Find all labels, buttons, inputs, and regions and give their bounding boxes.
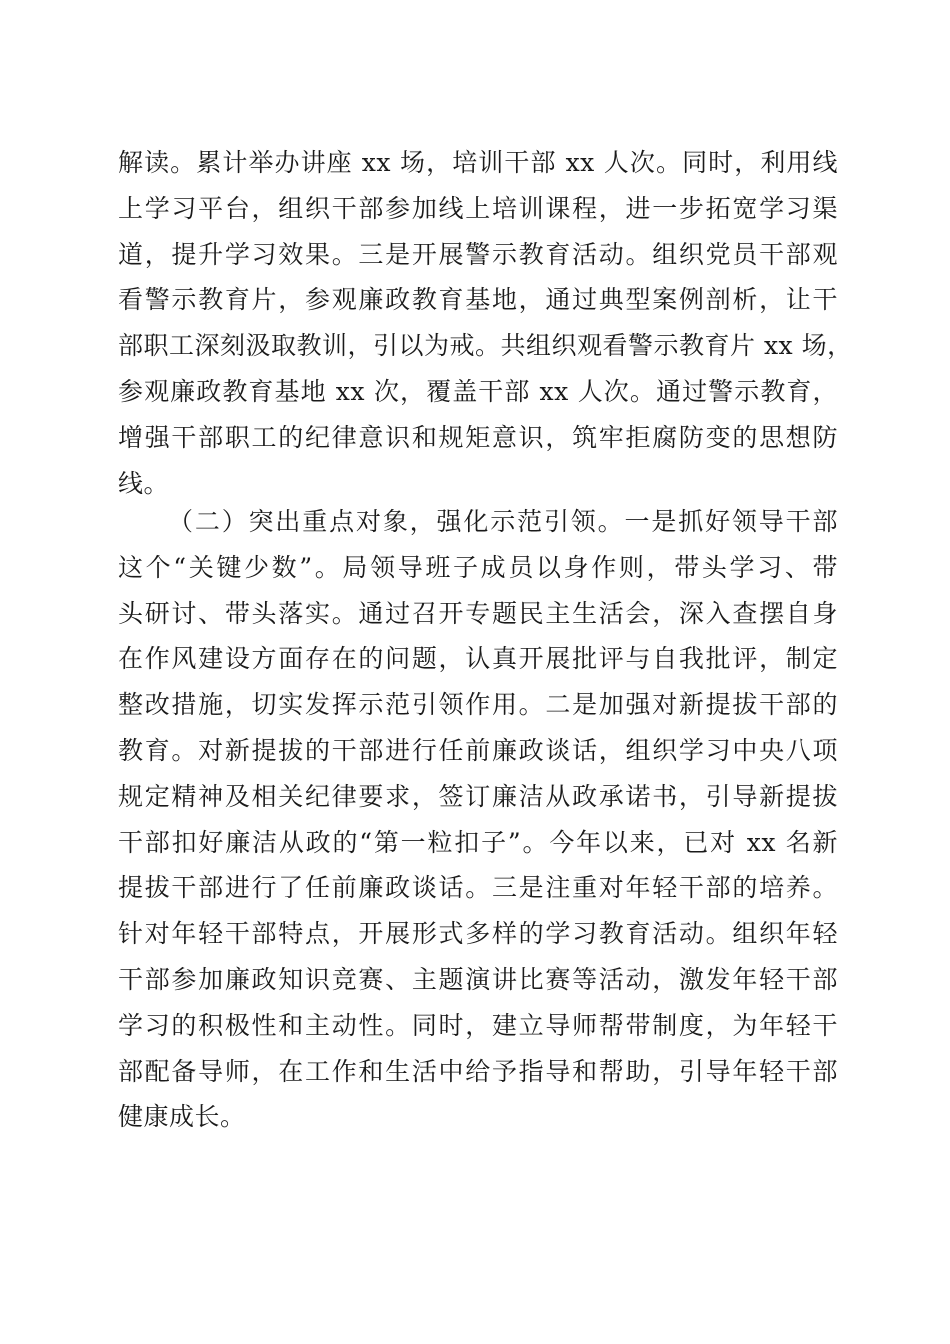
text-line: 针对年轻干部特点，开展形式多样的学习教育活动。组织年轻	[118, 919, 838, 949]
paragraph-warning-education	[118, 140, 853, 506]
paragraph-key-targets	[118, 499, 838, 1140]
text-line: 增强干部职工的纪律意识和规矩意识，筑牢拒腐防变的思想防	[118, 422, 838, 452]
text-line: 整改措施，切实发挥示范引领作用。二是加强对新提拔干部的	[118, 690, 838, 720]
text-line: 部职工深刻汲取教训，引以为戒。共组织观看警示教育片 xx 场，	[118, 331, 853, 361]
text-line: 干部参加廉政知识竞赛、主题演讲比赛等活动，激发年轻干部	[118, 964, 838, 994]
text-line: 教育。对新提拔的干部进行任前廉政谈话，组织学习中央八项	[118, 735, 838, 765]
text-line: 干部扣好廉洁从政的“第一粒扣子”。今年以来，已对 xx 名新	[118, 827, 838, 857]
text-line: 道，提升学习效果。三是开展警示教育活动。组织党员干部观	[118, 239, 838, 269]
text-line: 参观廉政教育基地 xx 次，覆盖干部 xx 人次。通过警示教育，	[118, 376, 838, 406]
text-line: 线。	[118, 468, 170, 498]
text-line: 规定精神及相关纪律要求，签订廉洁从政承诺书，引导新提拔	[118, 781, 838, 811]
text-line: 头研讨、带头落实。通过召开专题民主生活会，深入查摆自身	[118, 598, 838, 628]
text-line: 部配备导师，在工作和生活中给予指导和帮助，引导年轻干部	[118, 1056, 838, 1086]
text-line: 在作风建设方面存在的问题，认真开展批评与自我批评，制定	[118, 644, 838, 674]
text-line: 提拔干部进行了任前廉政谈话。三是注重对年轻干部的培养。	[118, 873, 838, 903]
text-line: 看警示教育片，参观廉政教育基地，通过典型案例剖析，让干	[118, 285, 838, 315]
text-line: 健康成长。	[118, 1102, 246, 1132]
text-line: 学习的积极性和主动性。同时，建立导师帮带制度，为年轻干	[118, 1010, 838, 1040]
text-line: 上学习平台，组织干部参加线上培训课程，进一步拓宽学习渠	[118, 193, 838, 223]
text-line: 这个“关键少数”。局领导班子成员以身作则，带头学习、带	[118, 552, 838, 582]
text-line: 解读。累计举办讲座 xx 场，培训干部 xx 人次。同时，利用线	[118, 148, 838, 177]
section-heading-line: （二）突出重点对象，强化示范引领。一是抓好领导干部	[168, 507, 838, 536]
